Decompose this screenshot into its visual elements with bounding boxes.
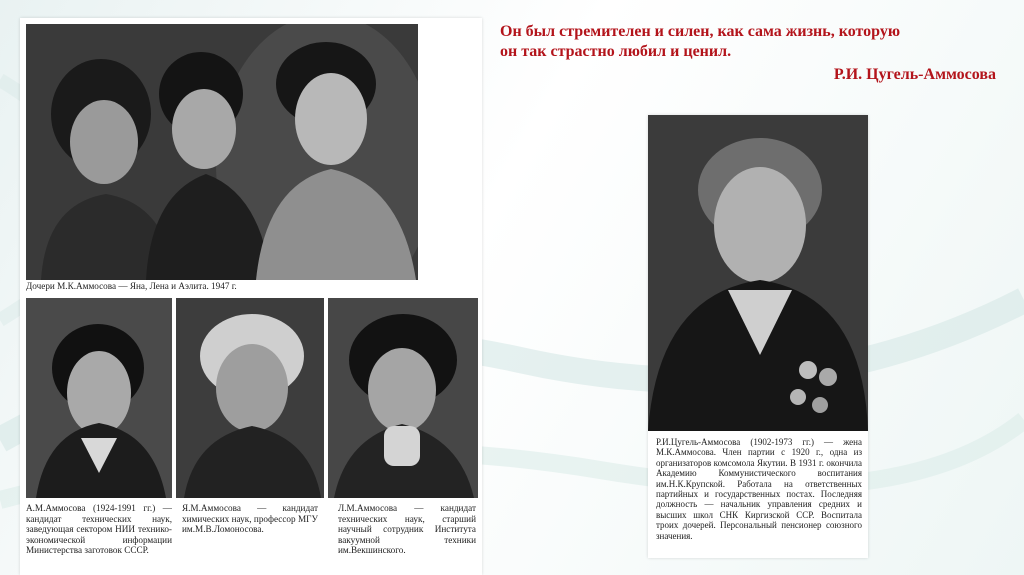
caption-ya-m-ammosova: Я.М.Аммосова — кандидат химических наук, профессор МГУ им.М.В.Ломоносова.: [182, 503, 318, 535]
left-book-page: [20, 18, 482, 575]
daughters-photo-caption: Дочери М.К.Аммосова — Яна, Лена и Аэлита. 1947 г.: [26, 281, 237, 291]
portrait-r-i-tsugel-ammosova: [648, 115, 868, 431]
daughters-group-photo: [26, 24, 418, 280]
right-book-page: [648, 115, 868, 558]
portrait-ya-m-ammosova: [176, 298, 324, 498]
portrait-l-m-ammosova: [328, 298, 478, 498]
portrait-a-m-ammosova: [26, 298, 172, 498]
caption-r-i-tsugel-ammosova: Р.И.Цугель-Аммосова (1902-1973 гг.) — жена М.К.Аммосова. Член партии с 1920 г., одна из организаторов комсомола Якутии. В 1931 г. окончила Академию Коммунистического воспитания им.Н.К.Крупской. Работала на ответственных партийных и государственных постах. Последняя должность — начальник управления средних и высших школ СНК Киргизской ССР. Воспитала троих дочерей. Персональный пенсионер союзного значения.: [656, 437, 862, 541]
quote-author: Р.И. Цугель-Аммосова: [833, 66, 996, 83]
caption-a-m-ammosova: А.М.Аммосова (1924-1991 гг.) — кандидат технических наук, заведующая сектором НИИ технико-экономической информации Министерства заготовок СССР.: [26, 503, 172, 556]
quote-line-1: Он был стремителен и силен, как сама жизнь, которую: [500, 23, 901, 40]
quote-line-2: он так страстно любил и ценил.: [500, 43, 732, 60]
caption-l-m-ammosova: Л.М.Аммосова — кандидат технических наук, старший научный сотрудник Института вакуумной техники им.Векшинского.: [338, 503, 476, 556]
quote-text: [500, 22, 1000, 62]
portrait-photo-icon: [26, 24, 418, 280]
